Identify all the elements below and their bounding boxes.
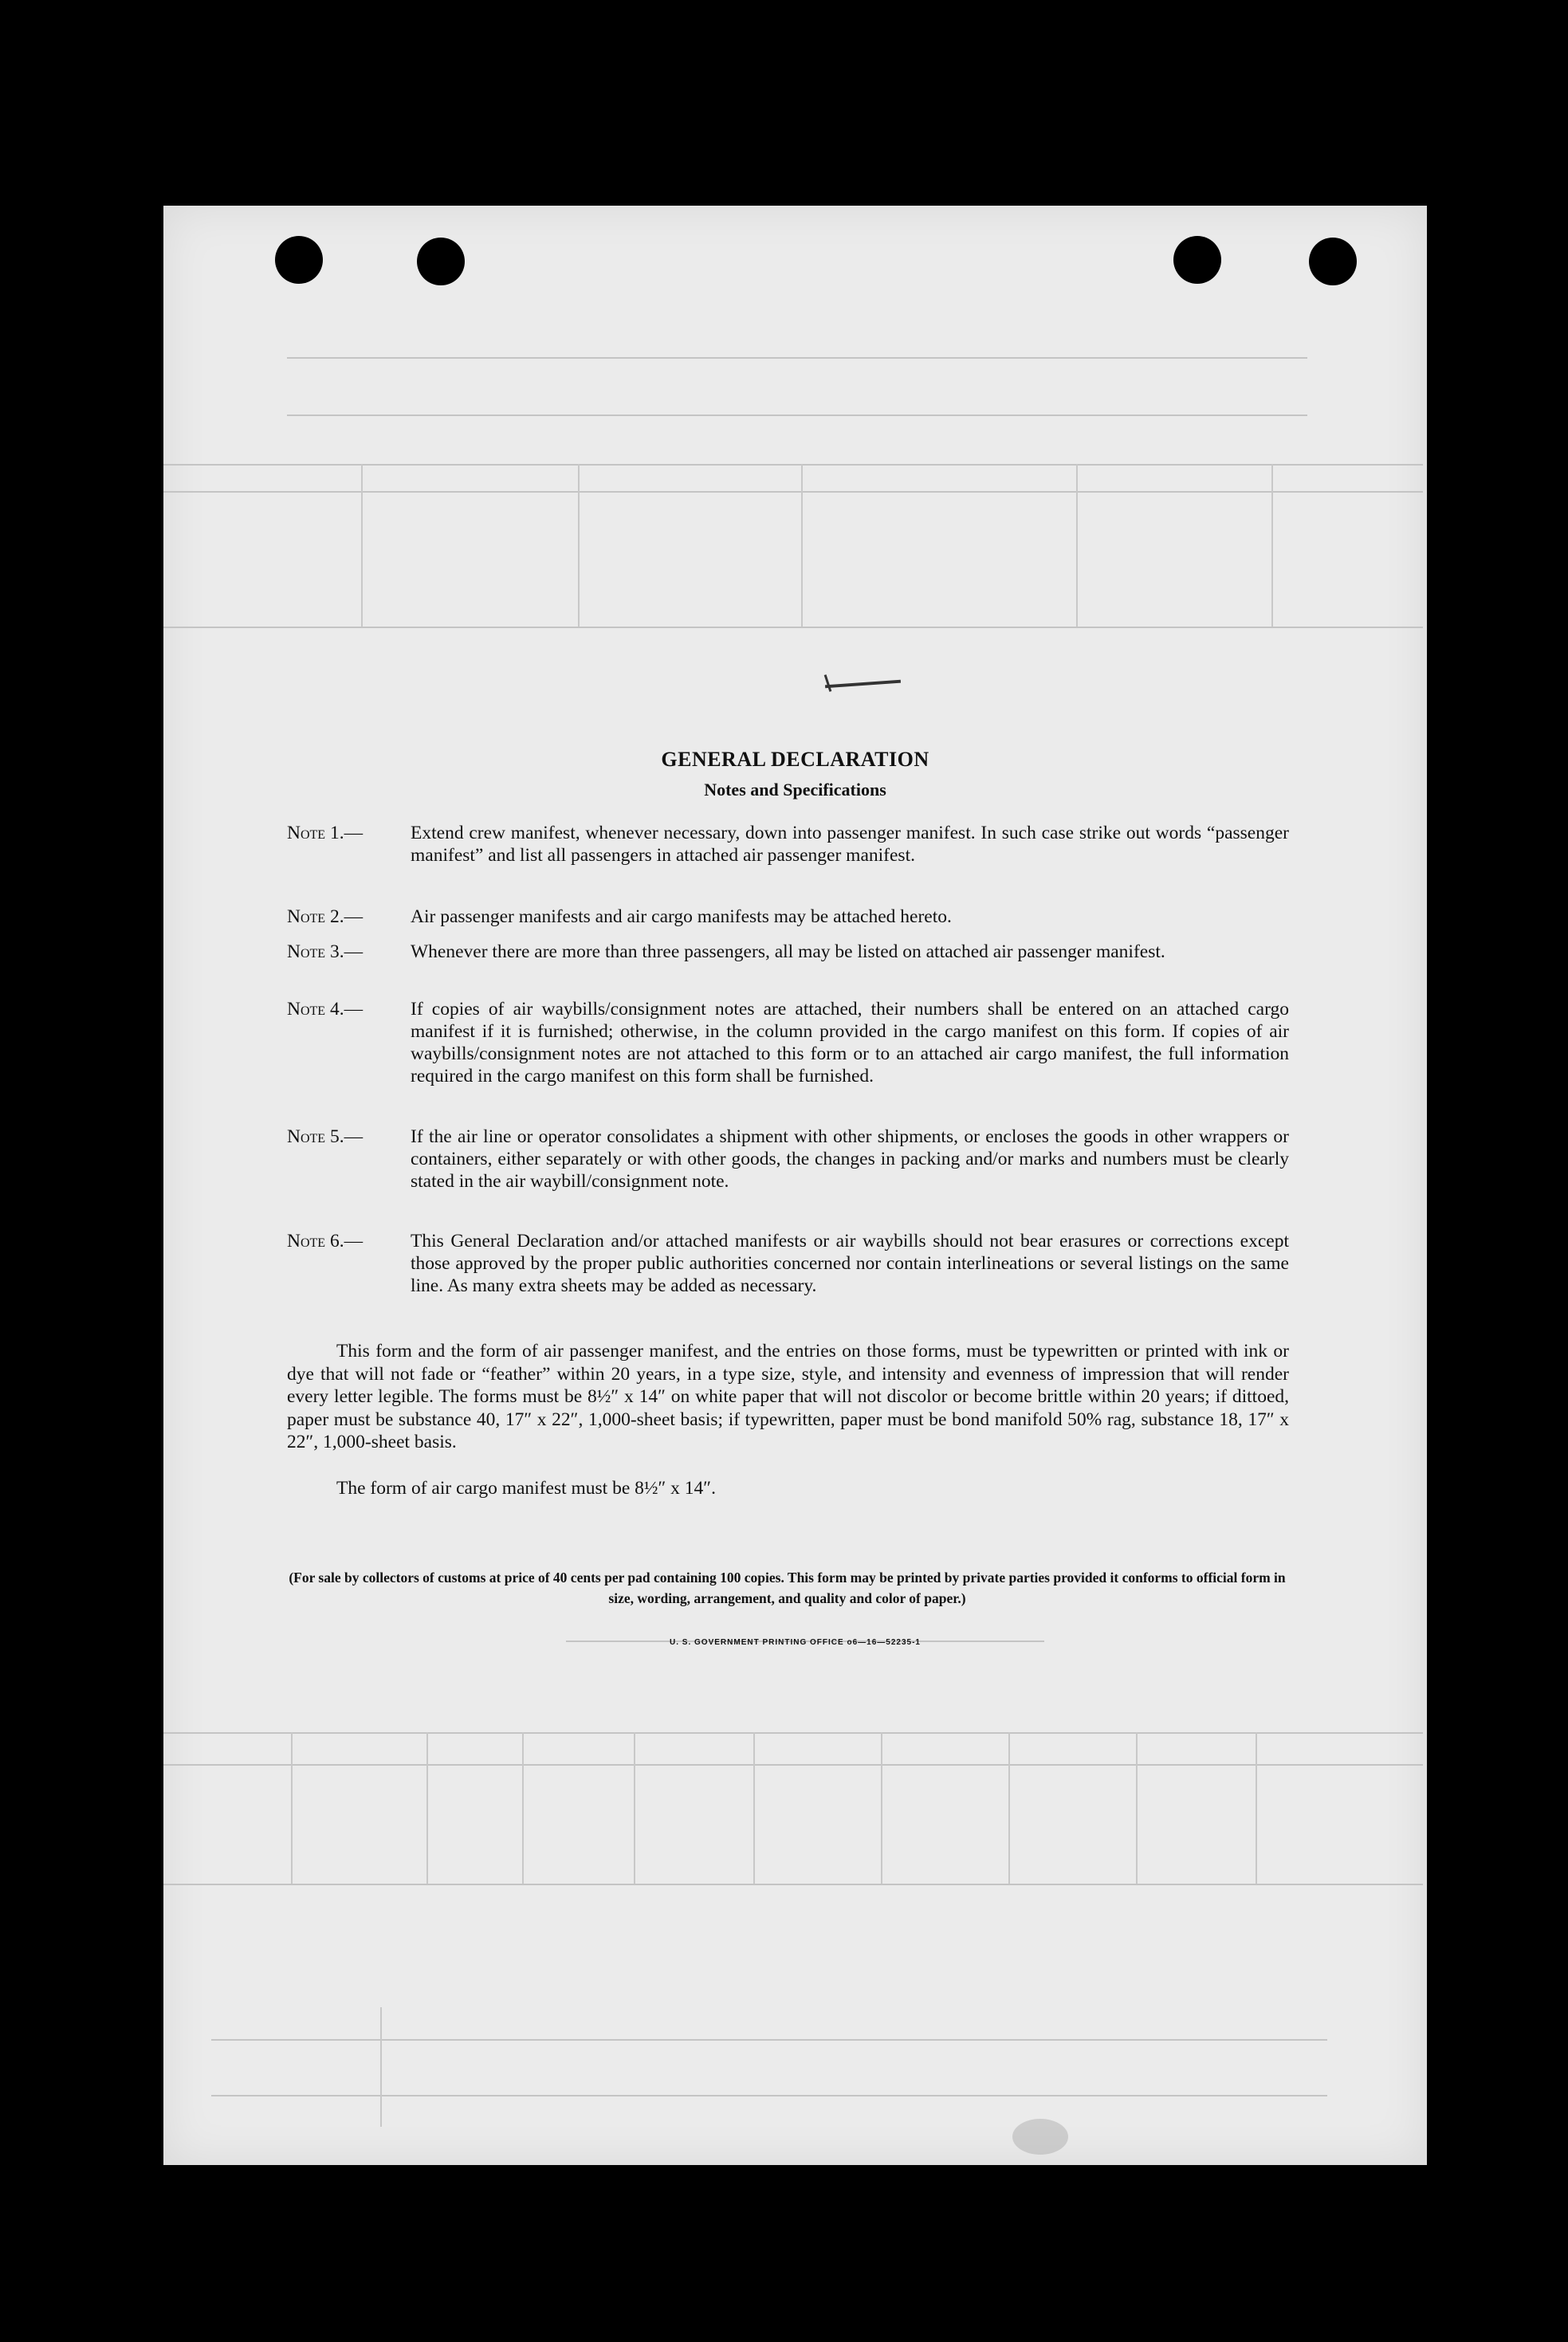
note-text: This General Declaration and/or attached manifests or air waybills should not bear erasures or corrections except those approved by the proper public authorities concerned nor contain interlineations or several listings on the same line. As many extra sheets may be added as necessary. bbox=[411, 1231, 1289, 1296]
cargo-manifest-size-line: The form of air cargo manifest must be 8½″ x 14″. bbox=[336, 1478, 716, 1499]
note-3 bbox=[287, 941, 1289, 963]
note-5 bbox=[287, 1126, 1289, 1193]
note-1 bbox=[287, 822, 1289, 866]
page-subtitle: Notes and Specifications bbox=[704, 780, 886, 800]
punch-hole-1 bbox=[275, 236, 323, 284]
note-text: Extend crew manifest, whenever necessary, down into passenger manifest. In such case strike out words “passenger manifest” and list all passengers in attached air passenger manifest. bbox=[411, 823, 1289, 866]
note-label: Note 5.— bbox=[287, 1126, 364, 1147]
note-label: Note 3.— bbox=[287, 941, 364, 962]
paper-smudge bbox=[1012, 2119, 1068, 2155]
note-2 bbox=[287, 906, 1289, 928]
punch-hole-3 bbox=[1173, 236, 1221, 284]
note-label: Note 6.— bbox=[287, 1231, 364, 1252]
note-label: Note 4.— bbox=[287, 999, 364, 1020]
document-page bbox=[163, 206, 1427, 2165]
printer-imprint: U. S. GOVERNMENT PRINTING OFFICE o6—16—52235-1 bbox=[670, 1638, 921, 1647]
note-text: Whenever there are more than three passengers, all may be listed on attached air passenger manifest. bbox=[411, 941, 1165, 962]
note-text: Air passenger manifests and air cargo manifests may be attached hereto. bbox=[411, 906, 952, 927]
punch-hole-4 bbox=[1309, 238, 1357, 285]
note-4 bbox=[287, 998, 1289, 1087]
note-6 bbox=[287, 1230, 1289, 1297]
punch-hole-2 bbox=[417, 238, 465, 285]
note-label: Note 1.— bbox=[287, 823, 364, 843]
specification-paragraph: This form and the form of air passenger manifest, and the entries on those forms, must be typewritten or printed with ink or dye that will not fade or “feather” within 20 years, in a type size, style, and intensity and evenness of impression that will render every letter legible. The forms must be 8½″ x 14″ on white paper that will not discolor or become brittle within 20 years; if dittoed, paper must be substance 40, 17″ x 22″, 1,000-sheet basis; if typewritten, paper must be bond manifold 50% rag, substance 18, 17″ x 22″, 1,000-sheet basis. bbox=[287, 1341, 1289, 1452]
page-title: GENERAL DECLARATION bbox=[661, 748, 929, 771]
pen-mark bbox=[824, 674, 832, 692]
note-text: If the air line or operator consolidates a shipment with other shipments, or encloses the goods in other wrappers or containers, either separately or with other goods, the changes in packing and/or marks and numbers must be clearly stated in the air waybill/consignment note. bbox=[411, 1126, 1289, 1192]
note-label: Note 2.— bbox=[287, 906, 364, 927]
sale-notice: (For sale by collectors of customs at price of 40 cents per pad containing 100 copies. This form may be printed by private parties provided it conforms to official form in size, wording, arrangement, and quality and color of paper.) bbox=[289, 1570, 1286, 1606]
note-text: If copies of air waybills/consignment notes are attached, their numbers shall be entered on an attached cargo manifest if it is furnished; otherwise, in the column provided in the cargo manifest on this form. If copies of air waybills/consignment notes are not attached to this form or to an attached air cargo manifest, the full information required in the cargo manifest on this form shall be furnished. bbox=[411, 999, 1289, 1087]
pen-mark bbox=[825, 680, 901, 689]
